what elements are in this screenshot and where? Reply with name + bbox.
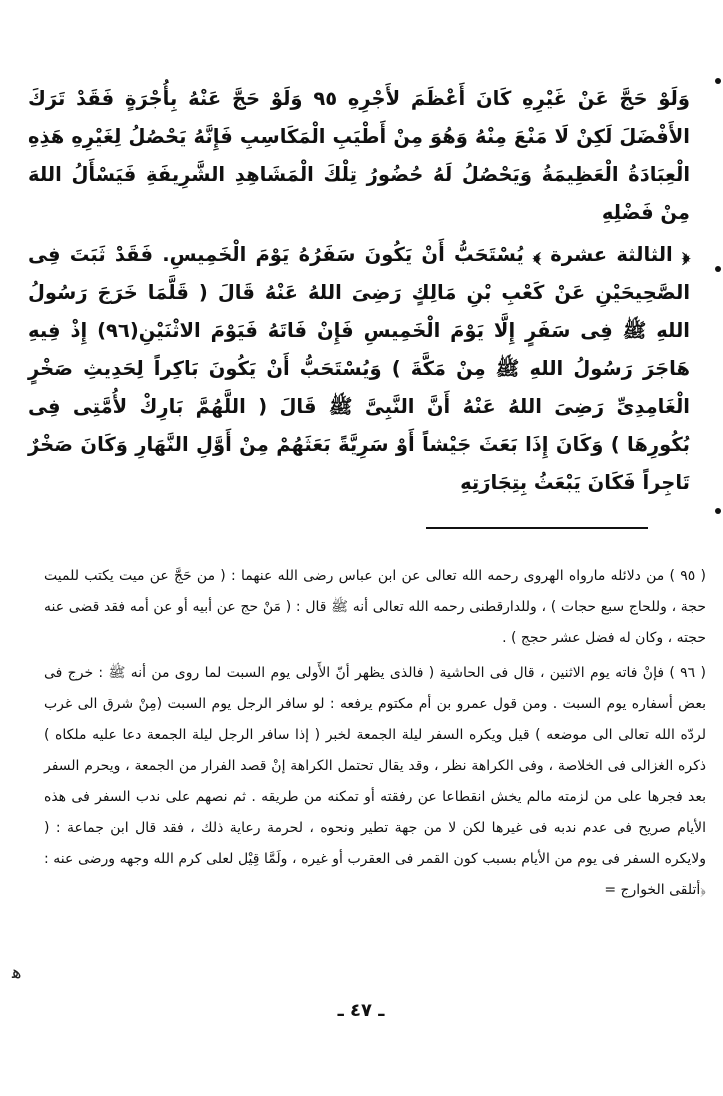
footnotes-block	[44, 561, 706, 906]
main-text-block	[28, 80, 690, 502]
margin-dot-1	[715, 78, 721, 84]
main-paragraph-2: ﴿ الثالثة عشرة ﴾ يُسْتَحَبُّ أَنْ يَكُونَ سَفَرُهُ يَوْمَ الْخَمِيسِ. فَقَدْ ثَبَتَ فِى الصَّحِيحَيْنِ عَنْ كَعْبِ بْنِ مَالِكٍ رَضِىَ اللهُ عَنْهُ قَالَ ( قَلَّمَا خَرَجَ رَسُولُ اللهِ ﷺ فِى سَفَرٍ إِلَّا يَوْمَ الْخَمِيسِ فَإِنْ فَاتَهُ فَيَوْمَ الاثْنَيْنِ(٩٦) إِذْ فِيهِ هَاجَرَ رَسُولُ اللهِ ﷺ مِنْ مَكَّةَ ) وَيُسْتَحَبُّ أَنْ يَكُونَ بَاكِراً لِحَدِيثِ صَخْرٍ الْغَامِدِىِّ رَضِىَ اللهُ عَنْهُ أَنَّ النَّبِىَّ ﷺ قَالَ ( اللَّهُمَّ بَارِكْ لأُمَّتِى فِى بُكُورِهَا ) وَكَانَ إِذَا بَعَثَ جَيْشاً أَوْ سَرِيَّةً بَعَثَهُمْ مِنْ أَوَّلِ النَّهَارِ وَكَانَ صَخْرٌ تَاجِراً فَكَانَ يَبْعَثُ بِتِجَارَتِهِ	[28, 243, 690, 494]
footnote-96: ( ٩٦ ) فإنْ فاته يوم الاثنين ، قال فى الحاشية ( فالذى يظهر أنّ الأَولى يوم السبت لما روى من أنه ﷺ : خرج فى بعض أسفاره يوم السبت . ومن قول عمرو بن أم مكتوم يرفعه : لو سافر الرجل يوم السبت (مِنْ شرق الى غرب لردّه الله تعالى الى موضعه ) قيل ويكره السفر ليلة الجمعة لخبر ( إذا سافر الرجل ليلة الجمعة دعا عليه ملكاه ) ذكره الغزالى فى الخلاصة ، وفى الكراهة نظر ، وقد يقال تحتمل الكراهة إنْ قصد الفرار من الجمعة ، ويحرم السفر بعد فجرها على من لزمته مالم يخش انقطاعا عن رفقته أو تمكنه من طريقه . ثم نصهم على ندب السفر فى هذه الأيام صريح فى عدم ندبه فى غيرها لكن لا من جهة تطير ونحوه ، لحرمة رعاية ذلك ، فقد قال ابن جماعة : ( ولايكره السفر فى يوم من الأيام بسبب كون القمر فى العقرب أو غيره ، ولَمَّا قِيْل لعلى كرم الله وجهه ورضى عنه : ﴿أتلقى الخوارج =	[44, 665, 706, 898]
main-paragraph-1: وَلَوْ حَجَّ عَنْ غَيْرِهِ كَانَ أَعْظَمَ لأَجْرِهِ ٩٥ وَلَوْ حَجَّ عَنْهُ بِأُجْرَةٍ فَقَدْ تَرَكَ الأَفْضَلَ لَكِنْ لَا مَنْعَ مِنْهُ وَهُوَ مِنْ أَطْيَبِ الْمَكَاسِبِ فَإِنَّهُ يَحْصُلُ لِغَيْرِهِ هَذِهِ الْعِبَادَةُ الْعَظِيمَةُ وَيَحْصُلُ لَهُ حُضُورُ تِلْكَ الْمَشَاهِدِ الشَّرِيفَةِ فَيَسْأَلُ اللهَ مِنْ فَضْلِهِ	[28, 87, 690, 224]
margin-dot-2	[715, 266, 721, 272]
page-number: ـ ٤٧ ـ	[337, 1000, 385, 1021]
margin-dot-3	[715, 508, 721, 514]
footnote-95: ( ٩٥ ) من دلائله مارواه الهروى رحمه الله تعالى عن ابن عباس رضى الله عنهما : ( من حَجَّ عن ميت يكتب للميت حجة ، وللحاج سبع حجات ) ، وللدارقطنى رحمه الله تعالى أنه ﷺ قال : ( مَنْ حج عن أبيه أو عن أمه فقد قضى عنه حجته ، وكان له فضل عشر حجج ) .	[44, 568, 706, 646]
footnote-separator	[426, 527, 648, 529]
margin-edge-mark: ﮬ	[12, 962, 22, 983]
